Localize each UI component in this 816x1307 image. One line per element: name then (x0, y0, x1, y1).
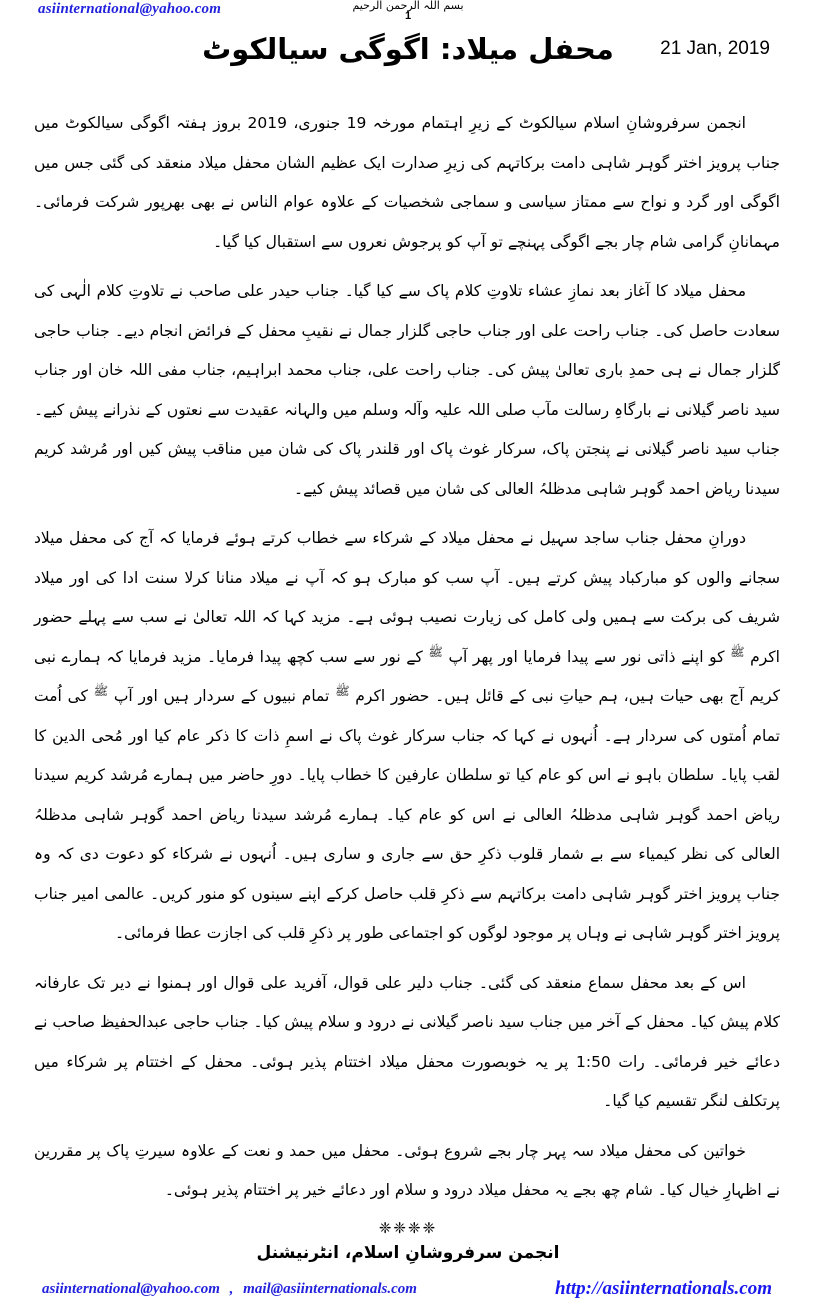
footer-email-group (42, 1281, 417, 1298)
article-body (28, 104, 788, 1211)
page-number: 1 (404, 10, 412, 23)
article-paragraph: خواتین کی محفل میلاد سہ پہر چار بجے شروع ہوئی۔ محفل میں حمد و نعت کے علاوہ سیرتِ پاک پر مقررین نے اظہارِ خیال کیا۔ شام چھ بجے یہ محفل میلاد درود و سلام اور دعائے خیر پر اختتام پذیر ہوئی۔ (34, 1141, 780, 1200)
bismillah-text: بسم اللہ الرحمن الرحیم (352, 0, 464, 12)
star-ornament-icon: ❈ (408, 1218, 423, 1237)
salawat-glyph: ﷺ (93, 684, 109, 699)
star-ornament-icon: ❈ (378, 1218, 394, 1237)
salawat-glyph: ﷺ (730, 644, 745, 659)
footer-website-link[interactable]: http://asiinternationals.com (555, 1278, 772, 1300)
header-email-address[interactable]: asiinternational@yahoo.com (38, 1, 222, 17)
salawat-glyph: ﷺ (335, 684, 350, 699)
star-ornament-icon: ❈ (422, 1218, 438, 1237)
document-date: 21 Jan, 2019 (660, 38, 770, 59)
footer-email-secondary[interactable]: mail@asiinternationals.com (243, 1281, 417, 1298)
footer-email-separator: , (229, 1281, 234, 1298)
footer-email-primary[interactable]: asiinternational@yahoo.com (42, 1281, 220, 1298)
salawat-glyph: ﷺ (428, 644, 443, 659)
article-paragraph: دورانِ محفل جناب ساجد سہیل نے محفل میلاد کے شرکاء سے خطاب کرتے ہوئے فرمایا کہ آج کی محفل میلاد سجانے والوں کو مبارکباد پیش کرتے ہیں۔ آپ سب کو مبارک ہو کہ آپ نے میلاد منانا کرلا سنت ادا کی اور میلاد شریف کی برکت سے ہمیں ولی کامل کی زیارت نصیب ہوئی ہے۔ مزید کہا کہ اللہ تعالیٰ نے سب سے پہلے حضور اکرم $^ﷺ$ کو اپنے ذاتی نور سے پیدا فرمایا اور پھر آپ $^ﷺ$ کے نور سے سب کچھ پیدا فرمایا۔ مزید فرمایا کہ ہمارے نبی کریم آج بھی حیات ہیں، ہم حیاتِ نبی کے قائل ہیں۔ حضور اکرم $^ﷺ$ تمام نبیوں کے سردار ہیں اور آپ $^ﷺ$ کی اُمت تمام اُمتوں کی سردار ہے۔ اُنہوں نے کہا کہ جناب سرکار غوث پاک نے اسمِ ذات کا ذکر عام کیا اور مُحی الدین کا لقب پایا۔ سلطان باہو نے اس کو عام کیا تو سلطان عارفین کا خطاب پایا۔ دورِ حاضر میں ہمارے مُرشد کریم سیدنا ریاض احمد گوہر شاہی مدظلہُ العالی نے اس کو عام کیا۔ ہمارے مُرشد سیدنا ریاض احمد گوہر شاہی مدظلہُ العالی کی نظر کیمیاء سے بے شمار قلوب ذکرِ حق سے جاری و ساری ہیں۔ اُنہوں نے شرکاء کو دعوت دی کہ وہ جناب پرویز اختر گوہر شاہی دامت برکاتہم سے ذکرِ قلب حاصل کرکے اپنے سینوں کو منور کریں۔ عالمی امیر جناب پرویز اختر گوہر شاہی نے وہاں پر موجود لوگوں کو اجتماعی طور پر ذکرِ قلب کی اجازت عطا فرمائی۔ (34, 529, 781, 943)
article-paragraph: انجمن سرفروشانِ اسلام سیالکوٹ کے زیرِ اہتمام مورخہ 19 جنوری، 2019 بروز ہفتہ اگوگی سیالکوٹ میں جناب پرویز اختر گوہر شاہی دامت برکاتہم کی زیرِ صدارت ایک عظیم الشان محفل میلاد منعقد کی گئی جس میں اگوگی اور گرد و نواح سے ممتاز سیاسی و سماجی شخصیات کے علاوہ عوام الناس نے بھی بھرپور شرکت فرمائی۔ مہمانانِ گرامی شام چار بجے اگوگی پہنچے تو آپ کو پرجوش نعروں سے استقبال کیا گیا۔ (34, 114, 780, 251)
document-header (28, 0, 788, 104)
ornament-divider (28, 1218, 788, 1237)
footer-contact-links (28, 1278, 788, 1307)
star-ornament-icon: ❈ (393, 1218, 408, 1237)
article-paragraph: اس کے بعد محفل سماع منعقد کی گئی۔ جناب دلیر علی قوال، آفرید علی قوال اور ہمنوا نے دیر تک عارفانہ کلام پیش کیا۔ محفل کے آخر میں جناب سید ناصر گیلانی نے درود و سلام پیش کیا۔ جناب حاجی عبدالحفیظ صاحب نے دعائے خیر فرمائی۔ رات 1:50 پر یہ خوبصورت محفل میلاد اختتام پذیر ہوئی۔ محفل کے اختتام پر شرکاء میں پرتکلف لنگر تقسیم کیا گیا۔ (34, 973, 780, 1111)
page-title: محفل میلاد: اگوگی سیالکوٹ (202, 32, 614, 66)
document-footer (28, 1240, 788, 1307)
organization-name: انجمن سرفروشانِ اسلام، انٹرنیشنل (256, 1242, 560, 1263)
bismillah-block (28, 0, 788, 22)
article-paragraph: محفل میلاد کا آغاز بعد نمازِ عشاء تلاوتِ کلام پاک سے کیا گیا۔ جناب حیدر علی صاحب نے تلاوتِ کلام الٰہی کی سعادت حاصل کی۔ جناب راحت علی اور جناب حاجی گلزار جمال نے نقیبِ محفل کے فرائض انجام دیے۔ جناب حاجی گلزار جمال نے ہی حمدِ باری تعالیٰ پیش کی۔ جناب راحت علی، جناب محمد ابراہیم، جناب مفی اللہ خان اور جناب سید ناصر گیلانی نے بارگاہِ رسالت مآب صلی اللہ علیہ وآلہ وسلم میں والہانہ عقیدت سے نعتوں کے نذرانے پیش کیے۔ جناب سید ناصر گیلانی نے پنجتن پاک، سرکار غوث پاک اور قلندر پاک کی شان میں مناقب پیش کیں اور مُرشد کریم سیدنا ریاض احمد گوہر شاہی مدظلہُ العالی کی شان میں قصائد پیش کیے۔ (34, 282, 780, 498)
